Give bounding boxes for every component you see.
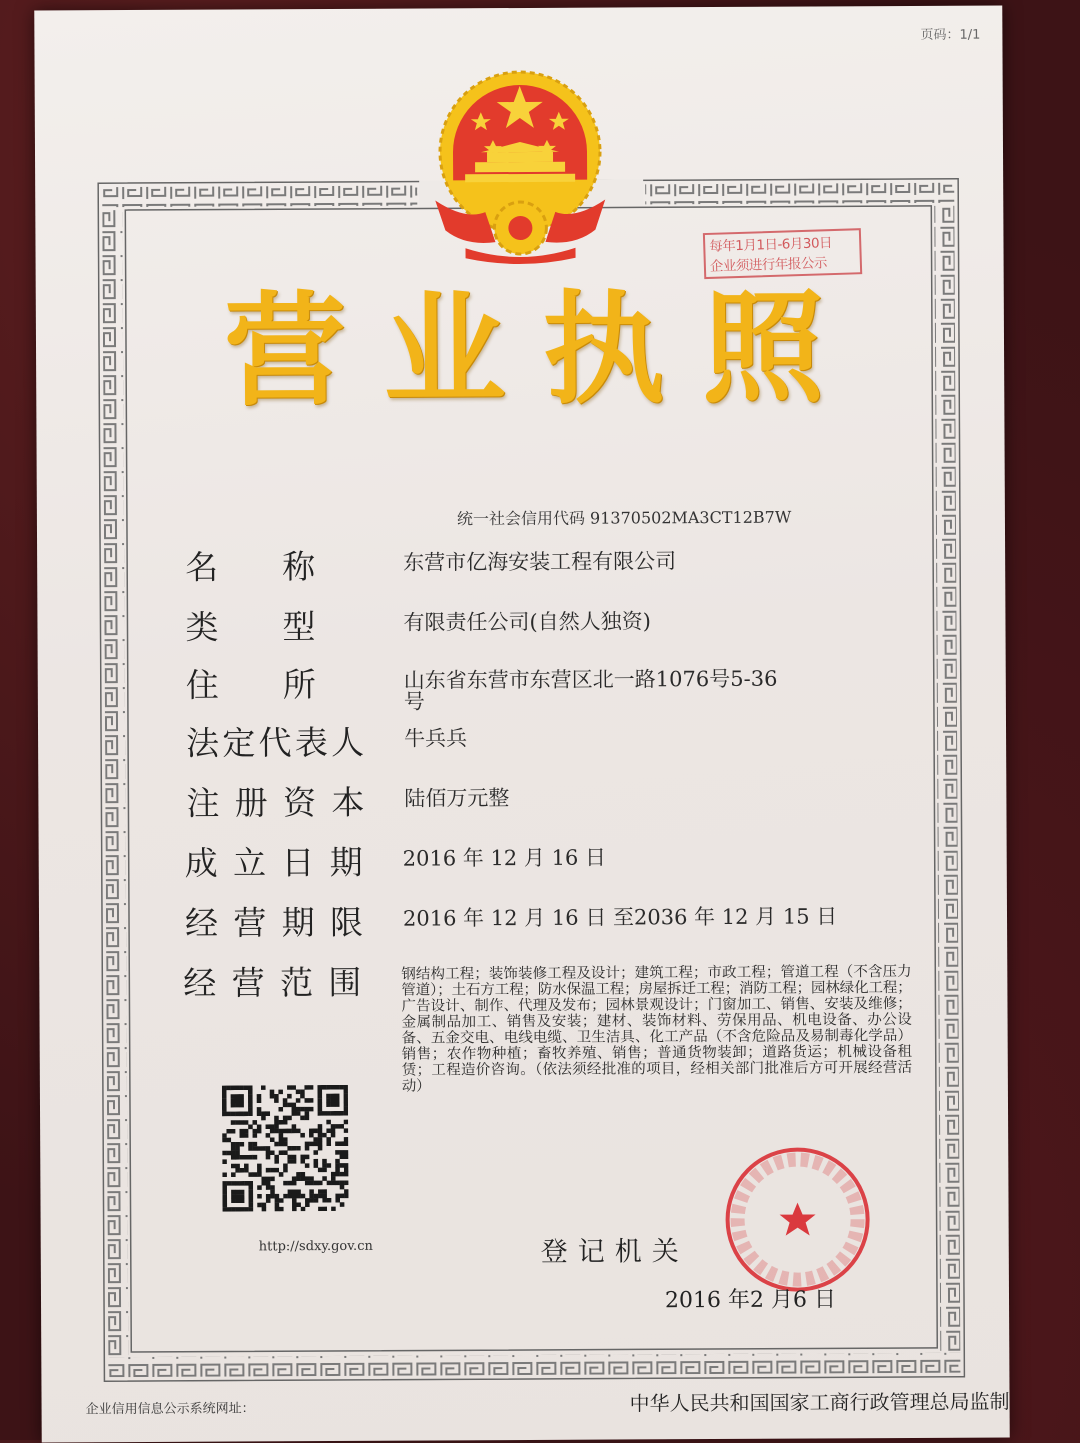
label-char: 范 bbox=[279, 963, 314, 1003]
legal-rep-label bbox=[186, 717, 364, 765]
label-char: 限 bbox=[329, 902, 364, 943]
national-emblem-icon bbox=[425, 70, 616, 267]
legal-rep-value: 牛兵兵 bbox=[404, 726, 468, 751]
label-char: 定 bbox=[222, 723, 256, 763]
type-label bbox=[185, 601, 315, 649]
label-char: 称 bbox=[282, 547, 316, 587]
label-char: 名 bbox=[185, 547, 219, 587]
type-value: 有限责任公司(自然人独资) bbox=[403, 609, 651, 635]
label-char: 经 bbox=[183, 963, 217, 1003]
name-value: 东营市亿海安装工程有限公司 bbox=[403, 549, 677, 575]
name-label bbox=[185, 541, 315, 589]
label-char: 立 bbox=[232, 843, 267, 883]
footer-supervisor: 中华人民共和国国家工商行政管理总局监制 bbox=[629, 1389, 1010, 1416]
capital-label bbox=[186, 777, 364, 825]
qr-url-link[interactable]: http://sdxy.gov.cn bbox=[258, 1238, 373, 1255]
label-char: 日 bbox=[281, 843, 315, 883]
label-char: 所 bbox=[282, 665, 316, 705]
annual-report-notice-stamp bbox=[703, 228, 862, 279]
label-char: 期 bbox=[281, 903, 315, 943]
notice-line-1: 每年1月1日-6月30日 bbox=[709, 235, 833, 255]
label-char: 资 bbox=[282, 783, 317, 823]
label-char: 成 bbox=[184, 843, 218, 883]
document-title bbox=[224, 278, 825, 421]
address-label bbox=[186, 659, 316, 707]
registration-date: 2016 年2 月6 日 bbox=[664, 1287, 837, 1314]
label-char: 法 bbox=[185, 723, 220, 763]
address-value bbox=[403, 666, 778, 714]
label-char: 类 bbox=[185, 607, 219, 647]
label-char: 型 bbox=[282, 607, 316, 647]
term-label bbox=[185, 897, 363, 945]
label-char: 围 bbox=[328, 962, 362, 1003]
label-char: 期 bbox=[329, 842, 363, 883]
official-red-seal bbox=[722, 1144, 873, 1295]
capital-value: 陆佰万元整 bbox=[404, 786, 510, 811]
label-char: 营 bbox=[233, 903, 267, 943]
credit-code-value: 91370502MA3CT12B7W bbox=[589, 507, 792, 528]
qr-code[interactable] bbox=[222, 1085, 349, 1212]
established-value: 2016 年 12 月 16 日 bbox=[402, 845, 607, 871]
label-char: 营 bbox=[231, 963, 265, 1003]
credit-code-label: 统一社会信用代码 bbox=[456, 508, 585, 529]
business-license-document bbox=[34, 5, 1009, 1442]
page-indicator: 页码：1/1 bbox=[920, 27, 981, 43]
label-char: 册 bbox=[234, 783, 268, 823]
title-char: 照 bbox=[701, 277, 825, 421]
label-char: 注 bbox=[186, 783, 220, 823]
scope-value: 钢结构工程；装饰装修工程及设计；建筑工程；市政工程；管道工程（不含压力管道）；土石方工程；防水保温工程；房屋拆迁工程；消防工程；园林绿化工程；广告设计、制作、代理及发布；园林景观设计；门窗加工、销售、安装及维修；金属制品加工、销售及安装；建材、装饰材料、劳保用品、机电设备、办公设备、五金交电、电线电缆、卫生洁具、化工产品（不含危险品及易制毒化学品）销售；农作物种植；畜牧养殖、销售；普通货物装卸；道路货运；机械设备租赁；工程造价咨询。（依法须经批准的项目，经相关部门批准后方可开展经营活动） bbox=[401, 963, 912, 1095]
term-value: 2016 年 12 月 16 日 至2036 年 12 月 15 日 bbox=[402, 904, 838, 931]
scope-label bbox=[183, 957, 361, 1005]
address-line-1: 山东省东营市东营区北一路1076号5-36 bbox=[403, 666, 778, 693]
address-line-2: 号 bbox=[403, 689, 425, 714]
footer-system-url-label: 企业信用信息公示系统网址： bbox=[85, 1401, 255, 1418]
label-char: 住 bbox=[185, 665, 219, 705]
title-char: 营 bbox=[223, 279, 347, 423]
label-char: 本 bbox=[331, 782, 365, 822]
title-char: 业 bbox=[383, 279, 506, 422]
established-label bbox=[185, 837, 363, 885]
credit-code bbox=[457, 505, 791, 530]
title-char: 执 bbox=[542, 278, 666, 421]
registration-authority: 登记机关 bbox=[540, 1236, 689, 1268]
label-char: 代 bbox=[258, 723, 292, 763]
label-char: 经 bbox=[184, 903, 219, 943]
label-char: 表 bbox=[294, 723, 328, 763]
notice-line-2: 企业须进行年报公示 bbox=[709, 255, 828, 275]
label-char: 人 bbox=[330, 722, 365, 762]
